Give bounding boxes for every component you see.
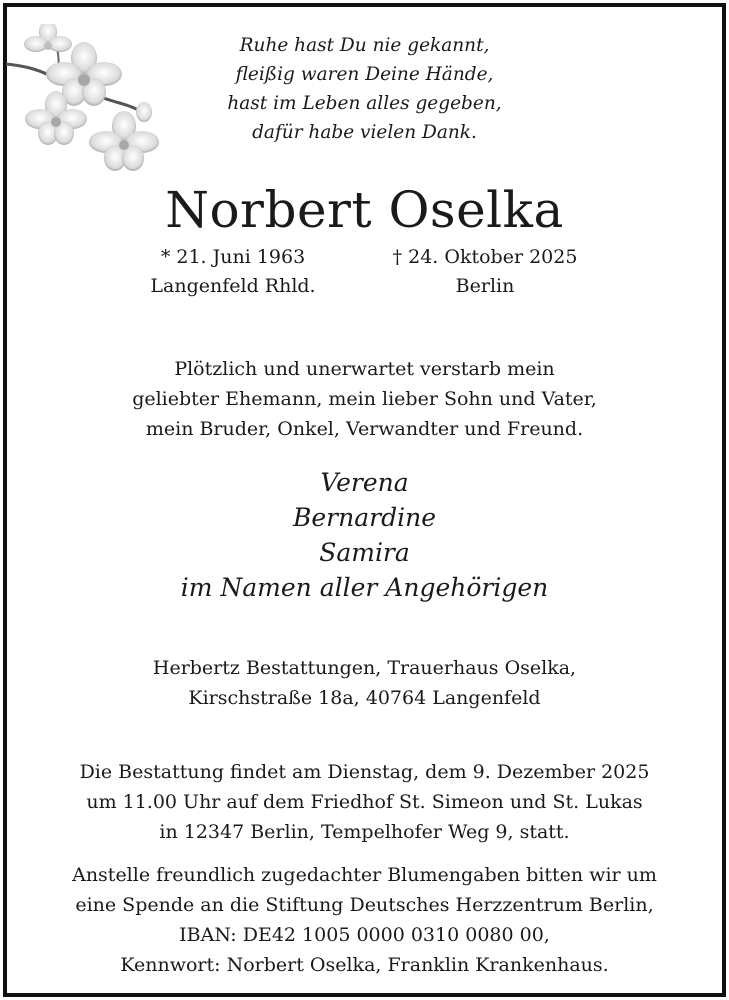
announcement-line: Plötzlich und unerwartet verstarb mein xyxy=(174,358,555,380)
poem-line: fleißig waren Deine Hände, xyxy=(235,64,494,85)
death-place: Berlin xyxy=(455,275,515,297)
funeral-details xyxy=(0,757,729,847)
donation-line: eine Spende an die Stiftung Deutsches Herzzentrum Berlin, xyxy=(75,894,654,916)
funeral-line: in 12347 Berlin, Tempelhofer Weg 9, statt. xyxy=(159,821,570,843)
donation-line: IBAN: DE42 1005 0000 0310 0080 00, xyxy=(179,924,550,946)
survivor-name: Verena xyxy=(320,468,409,497)
undertaker-info xyxy=(0,653,729,713)
funeral-line: Die Bestattung findet am Dienstag, dem 9. Dezember 2025 xyxy=(79,761,650,783)
donation-request xyxy=(0,860,729,980)
announcement-line: mein Bruder, Onkel, Verwandter und Freund. xyxy=(145,418,584,440)
birth-date: * 21. Juni 1963 xyxy=(160,246,306,268)
death-info xyxy=(370,243,600,301)
death-date: † 24. Oktober 2025 xyxy=(392,246,578,268)
poem-line: dafür habe vielen Dank. xyxy=(252,122,477,143)
donation-line: Anstelle freundlich zugedachter Blumengaben bitten wir um xyxy=(72,864,657,886)
birth-info xyxy=(118,243,348,301)
poem xyxy=(0,31,729,147)
survivor-note: im Namen aller Angehörigen xyxy=(180,573,549,602)
undertaker-line: Kirschstraße 18a, 40764 Langenfeld xyxy=(188,687,541,709)
poem-line: hast im Leben alles gegeben, xyxy=(227,93,502,114)
donation-line: Kennwort: Norbert Oselka, Franklin Krankenhaus. xyxy=(120,954,609,976)
survivors xyxy=(0,465,729,605)
deceased-name: Norbert Oselka xyxy=(165,181,564,239)
survivor-name: Samira xyxy=(319,538,410,567)
birth-place: Langenfeld Rhld. xyxy=(150,275,316,297)
announcement-line: geliebter Ehemann, mein lieber Sohn und Vater, xyxy=(132,388,597,410)
survivor-name: Bernardine xyxy=(293,503,436,532)
poem-line: Ruhe hast Du nie gekannt, xyxy=(239,35,490,56)
undertaker-line: Herbertz Bestattungen, Trauerhaus Oselka, xyxy=(152,657,577,679)
funeral-line: um 11.00 Uhr auf dem Friedhof St. Simeon und St. Lukas xyxy=(86,791,643,813)
death-announcement xyxy=(0,354,729,444)
